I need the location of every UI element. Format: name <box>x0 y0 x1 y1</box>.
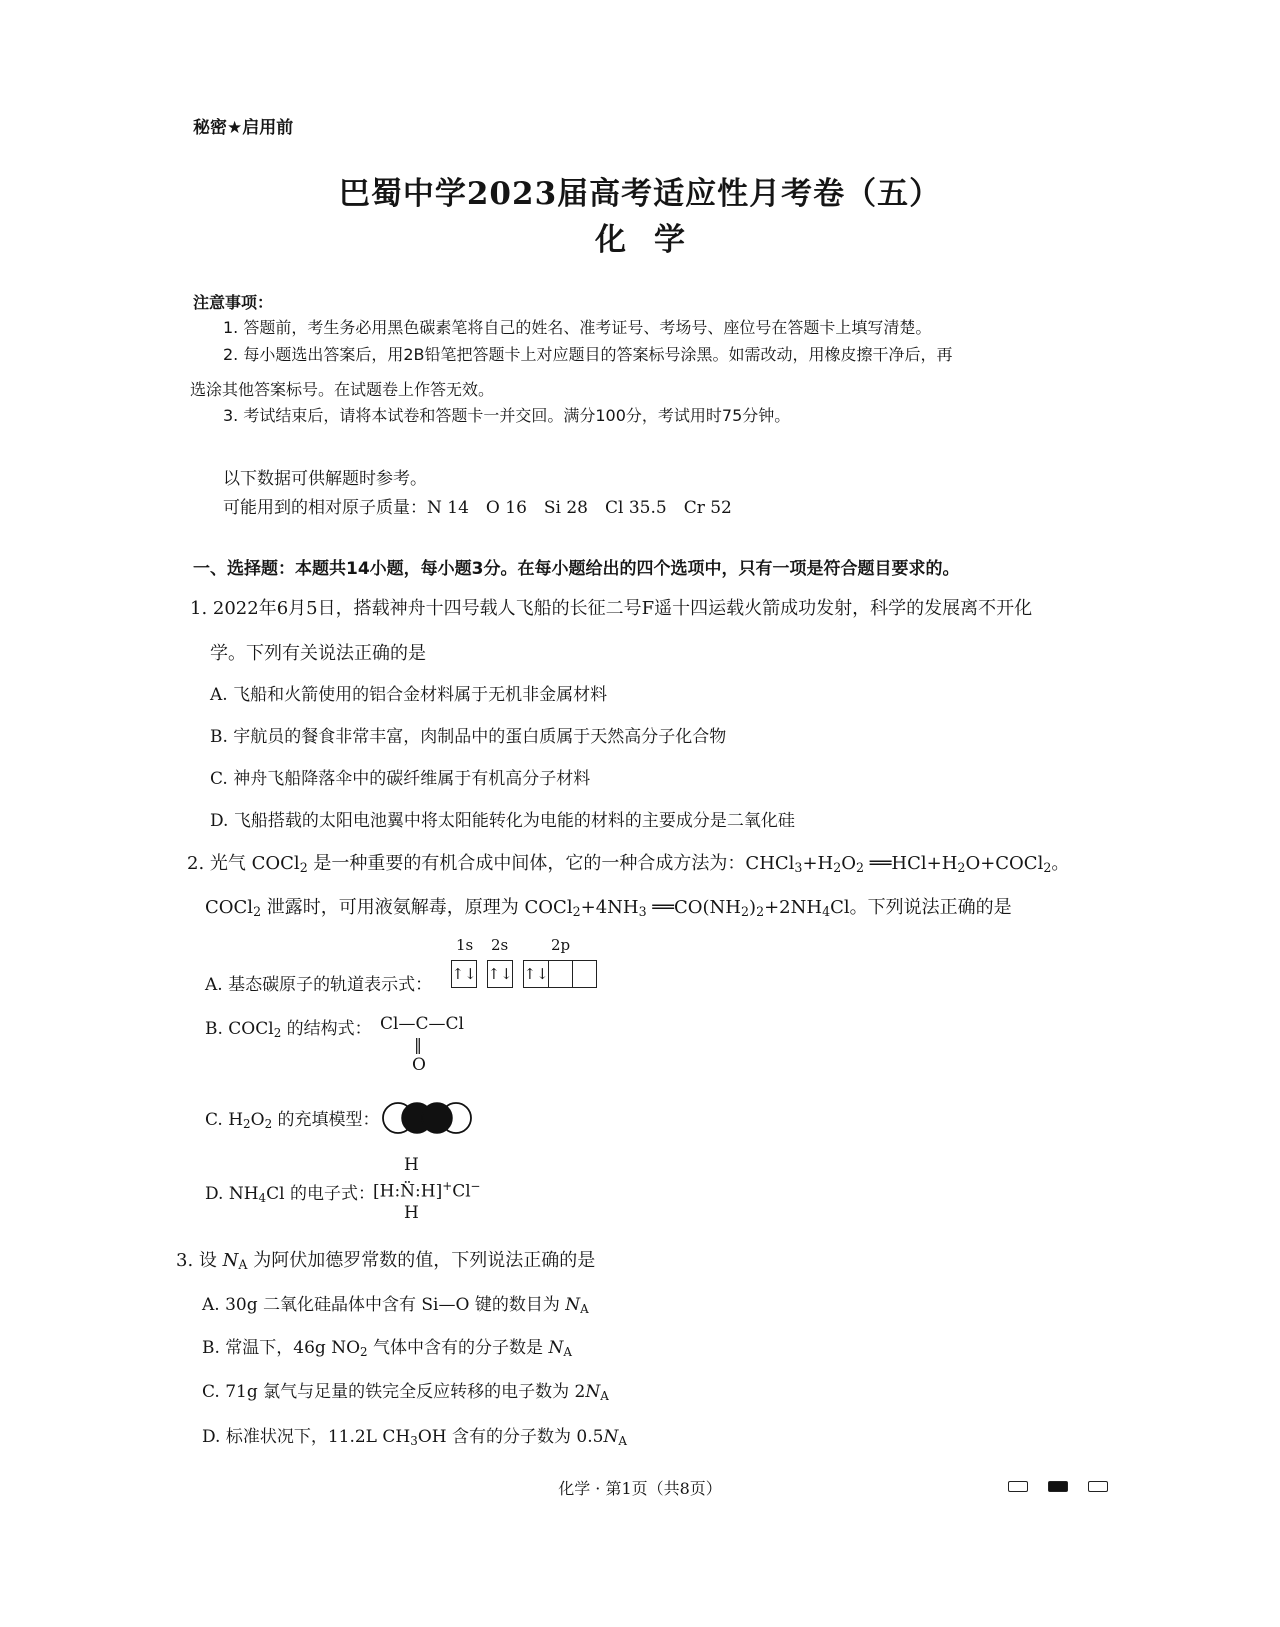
confidential-label: 秘密★启用前 <box>193 118 294 138</box>
orbital-2p3-empty <box>572 961 596 987</box>
q3-stem: 3. 设 $N_A$ 为阿伏加德罗常数的值，下列说法正确的是 <box>176 1250 596 1273</box>
q1-option-d: D. 飞船搭载的太阳电池翼中将太阳能转化为电能的材料的主要成分是二氧化硅 <box>210 811 795 831</box>
q2-stem-line2: COCl$_2$ 泄露时，可用液氨解毒，原理为 $COCl_2+4NH_3$ $══CO(NH_2)_2+2NH_4Cl$。下列说法正确的是 <box>205 897 1012 920</box>
q2-option-d: D. $NH_4Cl$ 的电子式： <box>205 1184 375 1205</box>
orbital-2s-box <box>487 960 513 988</box>
section-heading: 一、选择题：本题共14小题，每小题3分。在每小题给出的四个选项中，只有一项是符合题目要求的。 <box>193 559 960 579</box>
q3-option-a: A. 30g 二氧化硅晶体中含有 Si—O 键的数目为 $N_A$ <box>202 1295 589 1316</box>
notice-item-2b: 选涂其他答案标号。在试题卷上作答无效。 <box>190 380 495 399</box>
orbital-1s-box <box>451 960 477 988</box>
page-mark-filled <box>1048 1481 1068 1492</box>
orbital-2s-arrows: ↑↓ <box>487 965 513 983</box>
notice-item-3: 3. 考试结束后，请将本试卷和答题卡一并交回。满分100分，考试用时75分钟。 <box>223 406 791 425</box>
orbital-label-2p: 2p <box>551 936 571 954</box>
q1-option-b: B. 宇航员的餐食非常丰富，肉制品中的蛋白质属于天然高分子化合物 <box>210 727 727 747</box>
cocl2-double-bond: ‖ <box>414 1035 422 1054</box>
orbital-2p2-empty <box>548 961 572 987</box>
q3-option-b: B. 常温下，46g $NO_2$ 气体中含有的分子数是 $N_A$ <box>202 1338 572 1359</box>
page-footer: 化学 · 第1页（共8页） <box>558 1479 722 1498</box>
notice-heading: 注意事项： <box>193 293 274 312</box>
orbital-2p1-arrows: ↑↓ <box>523 965 549 983</box>
nh4cl-h-bottom: H <box>404 1203 419 1223</box>
orbital-diagram <box>451 936 611 990</box>
subject-title: 化学 <box>595 222 713 258</box>
exam-title: 巴蜀中学2023届高考适应性月考卷（五） <box>338 176 942 212</box>
orbital-2p-boxes <box>523 960 597 988</box>
q1-option-c: C. 神舟飞船降落伞中的碳纤维属于有机高分子材料 <box>210 769 591 789</box>
reference-line-1: 以下数据可供解题时参考。 <box>223 469 427 489</box>
q2-option-b: B. COCl$_2$ 的结构式： <box>205 1019 372 1040</box>
q2-option-c: C. $H_2O_2$ 的充填模型： <box>205 1110 380 1131</box>
page-mark-empty-right <box>1088 1481 1108 1492</box>
h2o2-space-filling-model <box>380 1098 476 1138</box>
cocl2-structure-top: Cl—C—Cl <box>380 1014 464 1034</box>
orbital-label-1s: 1s <box>456 936 474 954</box>
q1-stem-line2: 学。下列有关说法正确的是 <box>210 643 426 664</box>
nh4cl-h-top: H <box>404 1155 419 1175</box>
q1-stem-line1: 1. 2022年6月5日，搭载神舟十四号载人飞船的长征二号F遥十四运载火箭成功发射，科学的发展离不开化 <box>190 598 1033 619</box>
reference-atomic-masses: 可能用到的相对原子质量：N 14 O 16 Si 28 Cl 35.5 Cr 52 <box>223 498 732 518</box>
notice-item-1: 1. 答题前，考生务必用黑色碳素笔将自己的姓名、准考证号、考场号、座位号在答题卡上填写清楚。 <box>223 318 932 337</box>
q2-stem-line1: 2. 光气 COCl$_2$ 是一种重要的有机合成中间体，它的一种合成方法为：$CHCl_3+H_2O_2$ $══HCl+H_2O+COCl_2$。 <box>187 853 1070 876</box>
q3-option-d: D. 标准状况下，11.2L $CH_3OH$ 含有的分子数为 $0.5N_A$ <box>202 1427 627 1448</box>
orbital-1s-arrows: ↑↓ <box>451 965 477 983</box>
q3-option-c: C. 71g 氯气与足量的铁完全反应转移的电子数为 $2N_A$ <box>202 1382 609 1403</box>
q2-option-a: A. 基态碳原子的轨道表示式： <box>205 975 433 995</box>
q1-option-a: A. 飞船和火箭使用的铝合金材料属于无机非金属材料 <box>210 685 608 705</box>
cocl2-oxygen: O <box>412 1055 426 1075</box>
notice-item-2a: 2. 每小题选出答案后，用2B铅笔把答题卡上对应题目的答案标号涂黑。如需改动，用橡皮擦干净后，再 <box>223 345 953 364</box>
oxygen-atom-right <box>422 1103 452 1133</box>
orbital-label-2s: 2s <box>491 936 509 954</box>
nh4cl-electron-formula: [H:N̈:H]+Cl− <box>373 1179 481 1202</box>
page-mark-empty-left <box>1008 1481 1028 1492</box>
